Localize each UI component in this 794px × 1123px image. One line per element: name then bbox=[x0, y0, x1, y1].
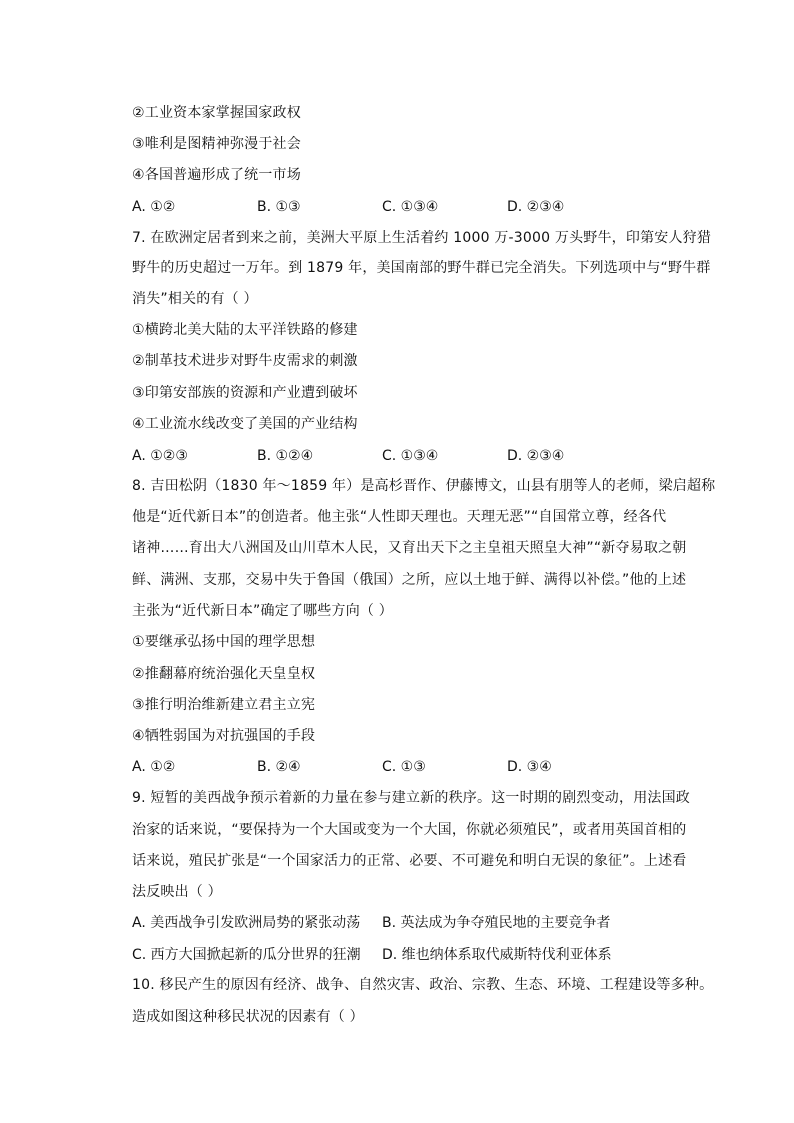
q6-item-3: ③唯利是图精神弥漫于社会 bbox=[132, 136, 301, 152]
q7-item-2: ②制革技术进步对野牛皮需求的刺激 bbox=[132, 353, 358, 369]
q6-option-c[interactable]: C. ①③④ bbox=[382, 199, 439, 215]
q10-stem-line-1: 10. 移民产生的原因有经济、战争、自然灾害、政治、宗教、生态、环境、工程建设等多种。 bbox=[132, 977, 714, 993]
q8-stem-line-1: 8. 吉田松阴（1830 年～1859 年）是高杉晋作、伊藤博文，山县有朋等人的老师，梁启超称 bbox=[132, 478, 716, 494]
q9-option-a[interactable]: A. 美西战争引发欧洲局势的紧张动荡 bbox=[132, 915, 361, 931]
q7-item-4: ④工业流水线改变了美国的产业结构 bbox=[132, 416, 358, 432]
q8-option-a[interactable]: A. ①② bbox=[132, 759, 176, 775]
q9-stem-line-1: 9. 短暂的美西战争预示着新的力量在参与建立新的秩序。这一时期的剧烈变动，用法国政 bbox=[132, 790, 691, 806]
q9-option-c[interactable]: C. 西方大国掀起新的瓜分世界的狂潮 bbox=[132, 947, 361, 963]
q7-option-a[interactable]: A. ①②③ bbox=[132, 448, 188, 464]
q7-option-c[interactable]: C. ①③④ bbox=[382, 448, 439, 464]
q8-stem-line-3: 诸神……育出大八洲国及山川草木人民，又育出天下之主皇祖天照皇大神”“新夺易取之朝 bbox=[132, 540, 687, 556]
q8-item-3: ③推行明治维新建立君主立宪 bbox=[132, 697, 316, 713]
q8-stem-line-2: 他是“近代新日本”的创造者。他主张“人性即天理也。天理无恶”“自国常立尊，经各代 bbox=[132, 509, 667, 525]
q8-item-4: ④牺牲弱国为对抗强国的手段 bbox=[132, 728, 316, 744]
q7-item-3: ③印第安部族的资源和产业遭到破坏 bbox=[132, 385, 358, 401]
q7-stem-line-3: 消失”相关的有（ ） bbox=[132, 291, 258, 307]
q7-item-1: ①横跨北美大陆的太平洋铁路的修建 bbox=[132, 322, 358, 338]
q6-option-d[interactable]: D. ②③④ bbox=[507, 199, 565, 215]
q7-option-b[interactable]: B. ①②④ bbox=[257, 448, 314, 464]
q7-stem-line-1: 7. 在欧洲定居者到来之前，美洲大平原上生活着约 1000 万-3000 万头野牛，印第安人狩猎 bbox=[132, 230, 712, 246]
q6-item-4: ④各国普遍形成了统一市场 bbox=[132, 167, 301, 183]
q8-item-1: ①要继承弘扬中国的理学思想 bbox=[132, 634, 316, 650]
q8-stem-line-4: 鲜、满洲、支那，交易中失于鲁国（俄国）之所，应以土地于鲜、满得以补偿。”他的上述 bbox=[132, 572, 687, 588]
q7-option-d[interactable]: D. ②③④ bbox=[507, 448, 565, 464]
q8-option-d[interactable]: D. ③④ bbox=[507, 759, 552, 775]
q9-stem-line-2: 治家的话来说，“要保持为一个大国或变为一个大国，你就必须殖民”，或者用英国首相的 bbox=[132, 822, 687, 838]
q9-stem-line-3: 话来说，殖民扩张是“一个国家活力的正常、必要、不可避免和明白无误的象征”。上述看 bbox=[132, 853, 687, 869]
q8-option-c[interactable]: C. ①③ bbox=[382, 759, 426, 775]
q8-item-2: ②推翻幕府统治强化天皇皇权 bbox=[132, 666, 316, 682]
q6-item-2: ②工业资本家掌握国家政权 bbox=[132, 105, 301, 121]
q9-stem-line-4: 法反映出（ ） bbox=[132, 884, 222, 900]
q8-stem-line-5: 主张为“近代新日本”确定了哪些方向（ ） bbox=[132, 603, 393, 619]
q10-stem-line-2: 造成如图这种移民状况的因素有（ ） bbox=[132, 1009, 364, 1025]
q7-stem-line-2: 野牛的历史超过一万年。到 1879 年，美国南部的野牛群已完全消失。下列选项中与“野牛群 bbox=[132, 260, 711, 276]
q6-option-a[interactable]: A. ①② bbox=[132, 199, 176, 215]
q9-option-d[interactable]: D. 维也纳体系取代威斯特伐利亚体系 bbox=[382, 947, 612, 963]
q8-option-b[interactable]: B. ②④ bbox=[257, 759, 301, 775]
q6-option-b[interactable]: B. ①③ bbox=[257, 199, 301, 215]
q9-option-b[interactable]: B. 英法成为争夺殖民地的主要竞争者 bbox=[382, 915, 611, 931]
